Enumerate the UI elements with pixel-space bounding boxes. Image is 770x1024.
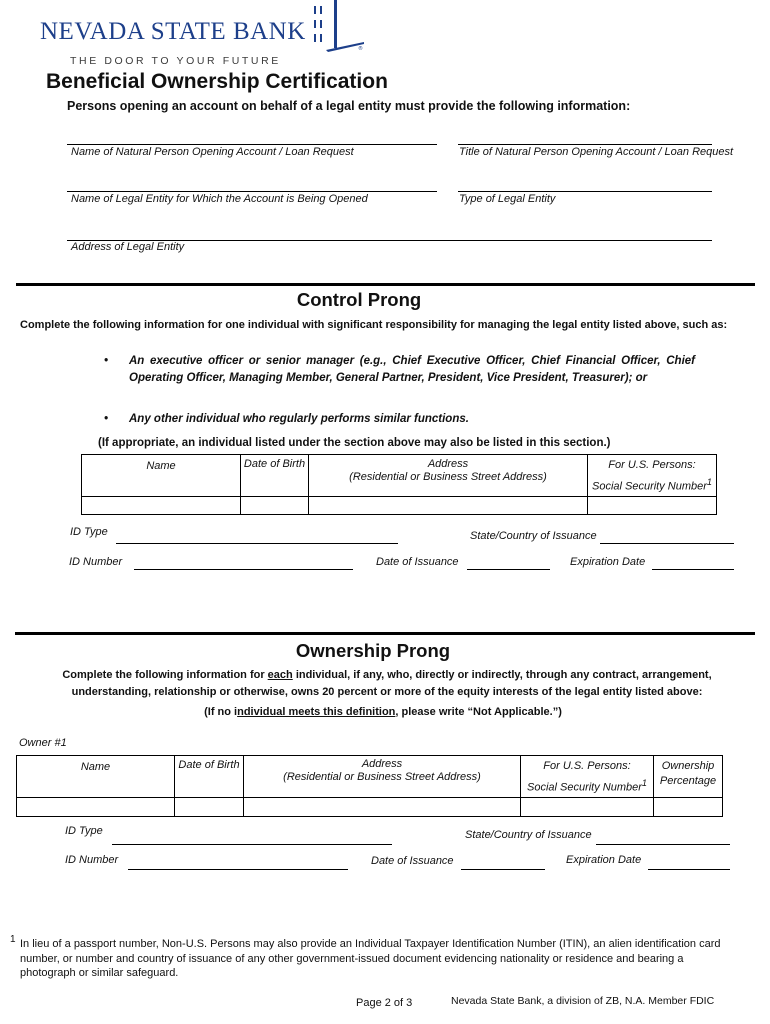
control-state-country-field[interactable] <box>600 543 734 544</box>
owner-name-cell[interactable] <box>17 797 175 816</box>
control-bullet-2: Any other individual who regularly performs similar functions. <box>129 413 469 425</box>
ownership-note-b: , please write “Not Applicable.”) <box>395 706 562 718</box>
owner-col-ownership: Ownership <box>661 760 715 772</box>
control-col-ssn: For U.S. Persons: <box>608 459 696 471</box>
bullet-dot-2: • <box>104 413 109 425</box>
control-col-dob: Date of Birth <box>243 458 306 470</box>
footnote-marker: 1 <box>10 934 16 945</box>
owner-1-label: Owner #1 <box>19 737 67 749</box>
footnote-text: In lieu of a passport number, Non-U.S. Persons may also provide an Individual Taxpayer Identification Number (ITIN), an alien identification card number, or number and country of issuance of any other government-issued document evidencing nationality or residence and bearing a photograph or similar safeguard. <box>20 938 721 979</box>
control-name-cell[interactable] <box>82 496 241 514</box>
control-expiration-field[interactable] <box>652 569 734 570</box>
control-prong-heading: Control Prong <box>296 289 422 310</box>
owner-state-country-label: State/Country of Issuance <box>465 829 592 841</box>
control-address-cell[interactable] <box>309 496 588 514</box>
natural-person-name-field[interactable] <box>67 144 437 145</box>
control-state-country-label: State/Country of Issuance <box>470 530 597 542</box>
bank-name: NEVADA STATE BANK <box>40 18 306 45</box>
owner-id-type-field[interactable] <box>112 844 392 845</box>
owner-col-ssn-sub: Social Security Number <box>526 781 642 794</box>
control-date-issuance-field[interactable] <box>467 569 550 570</box>
ownership-intro-b: individual, if any, who, directly or indirectly, through any contract, arrangement, understanding, relationship or otherwise, owns 20 percent or more of the equity interests of the legal entity listed above: <box>71 669 712 698</box>
owner-percentage-cell[interactable] <box>654 797 723 816</box>
control-bullet-1: An executive officer or senior manager (e.g., Chief Executive Officer, Chief Financial Officer, Chief Operating Officer, Managing Member, General Partner, President, Vice President, Treasurer); or <box>129 355 695 384</box>
natural-person-title-field[interactable] <box>458 144 712 145</box>
legal-entity-type-label: Type of Legal Entity <box>459 193 556 205</box>
control-col-ssn-sub: Social Security Number <box>591 480 707 493</box>
control-section-rule <box>16 283 755 286</box>
footer-bank-info: Nevada State Bank, a division of ZB, N.A. Member FDIC <box>451 995 715 1007</box>
control-col-name: Name <box>146 460 176 472</box>
svg-text:®: ® <box>358 46 363 52</box>
control-expiration-label: Expiration Date <box>570 556 646 568</box>
bullet-dot-1: • <box>104 355 109 367</box>
owner-id-number-label: ID Number <box>65 854 119 866</box>
owner-address-cell[interactable] <box>244 797 521 816</box>
legal-entity-type-field[interactable] <box>458 191 712 192</box>
owner-id-number-field[interactable] <box>128 869 348 870</box>
control-note: (If appropriate, an individual listed under the section above may also be listed in this section.) <box>98 437 611 449</box>
owner-col-ssn: For U.S. Persons: <box>543 760 631 772</box>
page-number: Page 2 of 3 <box>356 997 413 1009</box>
ownership-prong-heading: Ownership Prong <box>295 640 451 661</box>
control-ssn-cell[interactable] <box>588 496 717 514</box>
ownership-intro-each: each <box>267 669 293 681</box>
owner-col-dob: Date of Birth <box>178 759 240 771</box>
natural-person-name-label: Name of Natural Person Opening Account / Loan Request <box>71 146 354 158</box>
legal-entity-name-field[interactable] <box>67 191 437 192</box>
owner-col-ownership-sub: Percentage <box>659 775 717 787</box>
control-id-type-field[interactable] <box>116 543 398 544</box>
ownership-note <box>0 704 766 721</box>
control-intro: Complete the following information for one individual with significant responsibility for managing the legal entity listed above, such as: <box>20 319 728 331</box>
owner-dob-cell[interactable] <box>175 797 244 816</box>
owner-expiration-field[interactable] <box>648 869 730 870</box>
legal-entity-name-label: Name of Legal Entity for Which the Account is Being Opened <box>71 193 368 205</box>
owner-expiration-label: Expiration Date <box>566 854 642 866</box>
owner-date-issuance-label: Date of Issuance <box>371 855 454 867</box>
ownership-note-a: (If no i <box>204 706 238 718</box>
owner-id-type-label: ID Type <box>65 825 103 837</box>
control-person-table <box>81 454 717 515</box>
ownership-note-underlined: ndividual meets this definition <box>237 706 396 718</box>
owner-ssn-cell[interactable] <box>521 797 654 816</box>
legal-entity-address-label: Address of Legal Entity <box>71 241 185 253</box>
owner-1-table <box>16 755 723 817</box>
door-logo-icon <box>306 0 370 54</box>
control-col-address: Address <box>427 458 469 470</box>
bank-tagline: THE DOOR TO YOUR FUTURE <box>70 55 281 67</box>
control-id-type-label: ID Type <box>70 526 108 538</box>
owner-col-address: Address <box>361 758 403 770</box>
control-dob-cell[interactable] <box>241 496 309 514</box>
control-id-number-label: ID Number <box>69 556 123 568</box>
owner-date-issuance-field[interactable] <box>461 869 545 870</box>
natural-person-title-label: Title of Natural Person Opening Account / Loan Request <box>459 146 734 158</box>
page-title: Beneficial Ownership Certification <box>46 70 388 93</box>
page-subtitle: Persons opening an account on behalf of a legal entity must provide the following information: <box>67 99 631 113</box>
ownership-intro-a: Complete the following information for <box>62 669 265 681</box>
ownership-section-rule <box>15 632 755 635</box>
control-col-address-sub: (Residential or Business Street Address) <box>349 471 547 483</box>
owner-col-address-sub: (Residential or Business Street Address) <box>283 771 481 783</box>
control-ssn-footnote-ref: 1 <box>706 477 713 487</box>
control-id-number-field[interactable] <box>134 569 353 570</box>
owner-col-name: Name <box>80 761 111 773</box>
ownership-intro <box>42 667 732 701</box>
owner-state-country-field[interactable] <box>596 844 730 845</box>
owner-ssn-footnote-ref: 1 <box>641 778 648 788</box>
control-date-issuance-label: Date of Issuance <box>376 556 459 568</box>
